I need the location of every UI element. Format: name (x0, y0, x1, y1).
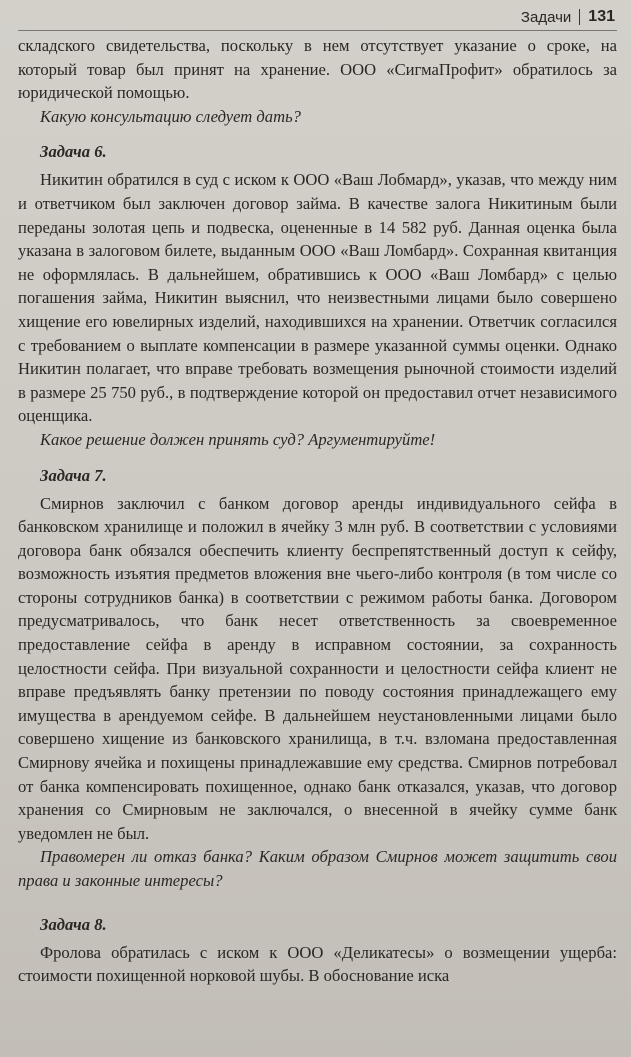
task7-title: Задача 7. (40, 465, 107, 485)
running-head (521, 8, 615, 26)
header-separator (579, 9, 580, 25)
header-rule (18, 30, 617, 31)
task7-paragraph: Смирнов заключил с банком договор аренды индивидуального сейфа в банковском хранилище и положил в ячейку 3 млн руб. В соответствии с условиями договора банк обязался обеспечить клиенту беспрепятственный доступ к сейфу, возможность изъятия предметов вложения вне чьего-либо контроля (в том числе со стороны сотрудников банка) в соответствии с режимом работы банка. Договором предусматривалось, что банк несет ответственность за своевременное предоставление сейфа в аренду в исправном состоянии, за сохранность целостности сейфа. При визуальной сохранности и целостности сейфа клиент не вправе предъявлять банку претензии по поводу состояния принадлежащего ему имущества в арендуемом сейфе. В дальнейшем неустановленными лицами было совершено хищение из банковского хранилища, в т.ч. взломана предоставленная Смирнову ячейка и похищены принадлежавшие ему средства. Смирнов потребовал от банка компенсировать похищенное, однако банк отказался, указав, что договор хранения со Смирновым не заключался, о внесенной в ячейку сумме банк уведомлен не был. (18, 493, 617, 843)
task6-question: Какое решение должен принять суд? Аргументируйте! (40, 429, 436, 449)
task6-title: Задача 6. (40, 142, 107, 162)
section-title: Задачи (520, 8, 572, 26)
continued-paragraph: складского свидетельства, поскольку в нем отсутствует указание о сроке, на который товар был принят на хранение. ООО «СигмаПрофит» обратилось за юридической помощью. (18, 36, 617, 103)
task8-title: Задача 8. (40, 914, 107, 934)
page-number: 131 (588, 8, 615, 25)
task7-question: Правомерен ли отказ банка? Каким образом Смирнов может защитить свои права и законные интересы? (18, 847, 617, 890)
task5-question: Какую консультацию следует дать? (40, 106, 301, 126)
task6-paragraph: Никитин обратился в суд с иском к ООО «Ваш Лобмард», указав, что между ним и ответчиком был заключен договор займа. В качестве залога Никитиным были переданы золотая цепь и подвеска, оцененные в 14 582 руб. Данная оценка была указана в залоговом билете, выданным ООО «Ваш Ломбард». Сохранная квитанция не оформлялась. В дальнейшем, обратившись к ООО «Ваш Ломбард» с целью погашения займа, Никитин выяснил, что неизвестными лицами было совершено хищение его ювелирных изделий, находившихся на хранении. Ответчик согласился с требованием о выплате компенсации в размере указанной суммы оценки. Однако Никитин полагает, что вправе требовать возмещения рыночной стоимости изделий в размере 25 750 руб., в подтверждение которой он предоставил отчет независимого оценщика. (18, 170, 617, 426)
task8-paragraph: Фролова обратилась с иском к ООО «Деликатесы» о возмещении ущерба: стоимости похищенной норковой шубы. В обоснование иска (18, 942, 617, 986)
